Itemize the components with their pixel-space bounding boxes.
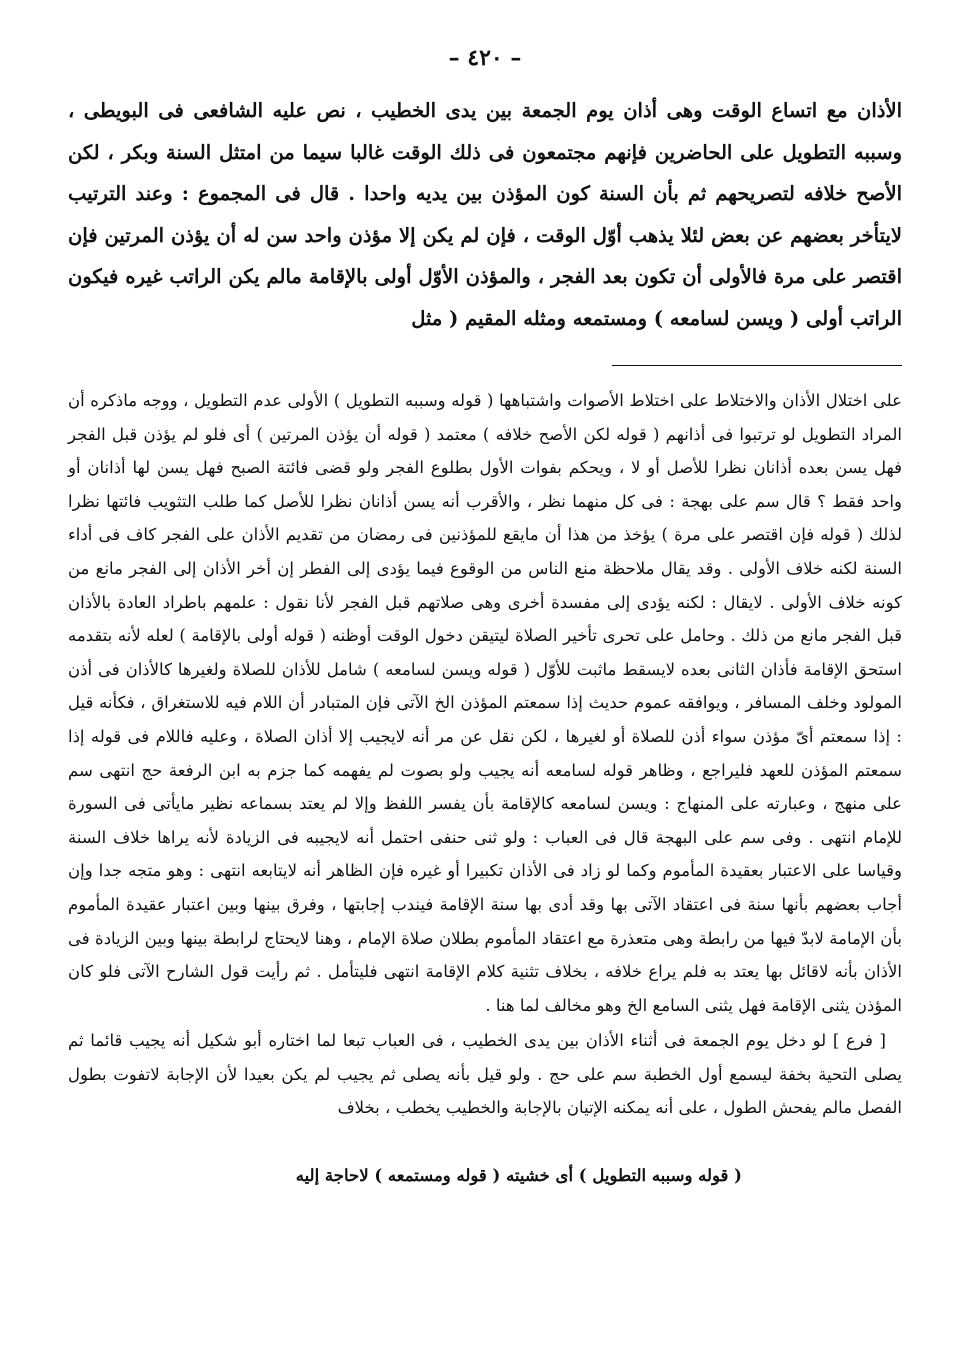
document-page: [68, 38, 902, 1348]
commentary-paragraph: على اختلال الأذان والاختلاط على اختلاط الأصوات واشتباهها ( قوله وسببه التطويل ) الأولى عدم التطويل ، ووجه ماذكره أن المراد التطويل لو ترتبوا فى أذانهم ( قوله لكن الأصح خلافه ) معتمد ( قوله أن يؤذن المرتين ) أى فلو لم يؤذن قبل الفجر فهل يسن بعده أذانان نظرا للأصل أو لا ، ويحكم بفوات الأول بطلوع الفجر ولو قضى فائتة الصبح فهل يسن لها أذانان أو واحد فقط ؟ قال سم على بهجة : فى كل منهما نظر ، والأقرب أنه يسن أذانان نظرا للأصل كما طلب التثويب فائتها نظرا لذلك ( قوله فإن اقتصر على مرة ) يؤخذ من هذا أن مايقع للمؤذنين فى رمضان من تقديم الأذان على الفجر كاف فى أداء السنة لكنه خلاف الأولى . وقد يقال ملاحظة منع الناس من الوقوع فيما يؤدى إلى الفطر إن أخر الأذان إلى الفجر مانع من كونه خلاف الأولى . لايقال : لكنه يؤدى إلى مفسدة أخرى وهى صلاتهم قبل الفجر لأنا نقول : علمهم باطراد العادة بالأذان قبل الفجر مانع من ذلك . وحامل على تحرى تأخير الصلاة ليتيقن دخول الوقت أوظنه ( قوله أولى بالإقامة ) لعله لأنه بتقدمه استحق الإقامة فأذان الثانى بعده لايسقط ماثبت للأوّل ( قوله ويسن لسامعه ) شامل للأذان للصلاة ولغيرها كالأذان فى أذن المولود وخلف المسافر ، ويوافقه عموم حديث إذا سمعتم المؤذن الخ الآتى فإن المتبادر أن اللام فيه للاستغراق ، فكأنه قيل : إذا سمعتم أىّ مؤذن سواء أذن للصلاة أو لغيرها ، لكن نقل عن مر أنه لايجيب إلا أذان الصلاة ، وعليه فاللام فى قوله إذا سمعتم المؤذن للعهد فليراجع ، وظاهر قوله لسامعه أنه يجيب ولو بصوت لم يفهمه كما جزم به ابن الرفعة حج انتهى سم على منهج ، وعبارته على المنهاج : ويسن لسامعه كالإقامة بأن يفسر اللفظ وإلا لم يعتد بسماعه نظير مايأتى فى السورة للإمام انتهى . وفى سم على البهجة قال فى العباب : ولو ثنى حنفى احتمل أنه لايجيبه فى الزيادة لأنه يراها خلاف السنة وقياسا على الاعتبار بعقيدة المأموم وكما لو زاد فى الأذان تكبيرا أو غيره فإن الظاهر أنه لايتابعه انتهى : وهو متجه جدا وإن أجاب بعضهم بأنها سنة فى اعتقاد الآتى بها وقد أدى بها سنة الإقامة فيندب إجابتها ، وفرق بينها وبين اعتبار عقيدة المأموم بأن الإمامة لابدّ فيها من رابطة وهى متعذرة مع اعتقاد المأموم بطلان صلاة الإمام ، وهنا لايحتاج لرابطة بينها وبين الزيادة فى الأذان بأنه لاقائل بها يعتد به فلم يراع خلافه ، بخلاف تثنية كلام الإقامة انتهى فليتأمل . ثم رأيت قول الشارح الآتى فلو كان المؤذن يثنى الإقامة فهل يثنى السامع الخ وهو مخالف لما هنا .: [68, 391, 902, 1015]
page-number: – ٤٢٠ –: [448, 45, 522, 71]
main-text-paragraph: الأذان مع اتساع الوقت وهى أذان يوم الجمعة بين يدى الخطيب ، نص عليه الشافعى فى البويطى ، وسببه التطويل على الحاضرين فإنهم مجتمعون فى ذلك الوقت غالبا سيما من امتثل السنة وبكر ، لكن الأصح خلافه لتصريحهم ثم بأن السنة كون المؤذن بين يديه واحدا . قال فى المجموع : وعند الترتيب لايتأخر بعضهم عن بعض لئلا يذهب أوّل الوقت ، فإن لم يكن إلا مؤذن واحد سن له أن يؤذن المرتين فإن اقتصر على مرة فالأولى أن تكون بعد الفجر ، والمؤذن الأوّل أولى بالإقامة مالم يكن الراتب غيره فيكون الراتب أولى ( ويسن لسامعه ) ومستمعه ومثله المقيم ( مثل: [68, 99, 902, 330]
footnote-line: ( قوله وسببه التطويل ) أى خشيته ( قوله ومستمعه ) لاحاجة إليه: [295, 1166, 742, 1186]
far-paragraph: [ فرع ] لو دخل يوم الجمعة فى أثناء الأذان بين يدى الخطيب ، فى العباب تبعا لما اختاره أبو شكيل أنه يجيب قائما ثم يصلى التحية بخفة ليسمع أول الخطبة سم على حج . ولو قيل بأنه يصلى ثم يجيب لم يكن بعيدا لأن الإجابة لاتفوت بطول الفصل مالم يفحش الطول ، على أنه يمكنه الإتيان بالإجابة والخطيب يخطب ، بخلاف: [68, 1031, 902, 1118]
section-divider: [612, 365, 902, 366]
